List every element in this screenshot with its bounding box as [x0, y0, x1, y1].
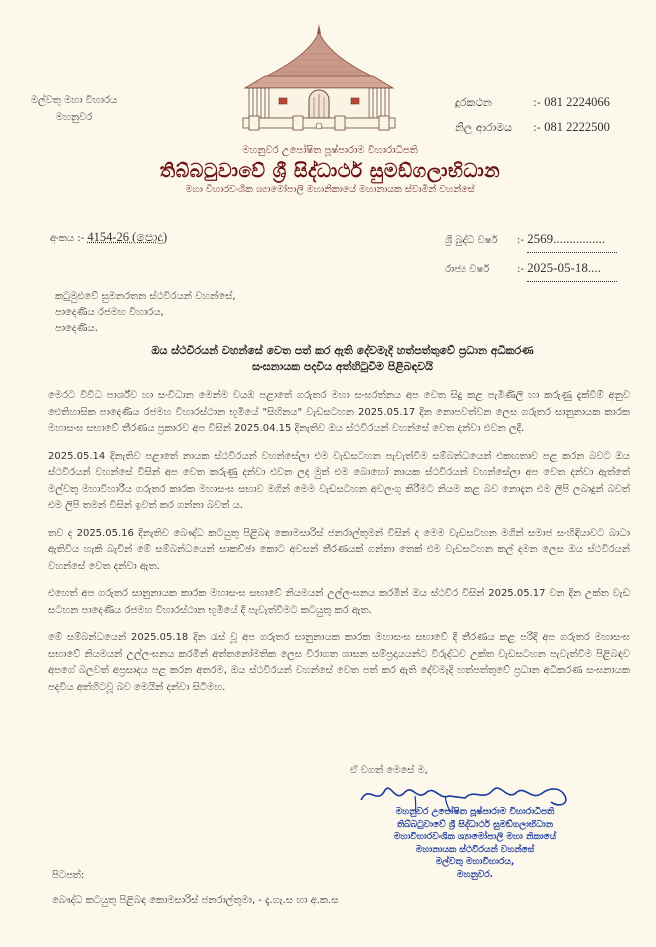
stamp-line: තිබ්බටුවාවේ ශ්‍රී සිද්ධාර්ථ සුමඞ්ගලාභිධාන [396, 819, 554, 830]
phone-numbers [455, 90, 610, 140]
letter-dates [445, 225, 617, 283]
body-paragraph: තව ද 2025.05.16 දිනැතිව බෞද්ධ කටයුතු පිළිබඳ කොමසාරිස් ජනරාල්තුමන් විසින් ද මෙම වැඩසටහන මගින් සමාජ සංහිඳියාවට බාධා ඇතිවිය හැකි බැවින් මේ සම්බන්ධයෙන් සාකච්ඡා කොට අවසන් තීරණයක් ගන්නා තෙක් එම වැඩසටහන කල් දමන ලෙස ඔය ස්ථවිරයන් වහන්සේ වෙත දන්වා ඇත. [48, 527, 630, 572]
letter-subject [50, 343, 635, 375]
official-stamp [355, 806, 595, 881]
stamp-line: මහනුවර උපෝෂිත පූෂ්පාරාම විහාරාධිපති [395, 807, 555, 817]
reference-label: අංකය [50, 233, 75, 244]
phone-value: 081 2224066 [544, 95, 610, 109]
phone-row [455, 90, 610, 115]
phone-separator: :- [533, 96, 541, 109]
body-paragraph: 2025.05.14 දිනැතිව පළාතේ නායක ස්ථවිරයන් වහන්සේලා එම වැඩසටහන පැවැත්වීම සම්බන්ධයෙන් එකඟතාව පළ කරන බවට ඔය ස්ථවිරයන් වහන්සේ විසින් අප වෙත කරුණු දන්වා එවන ලද මුත් එම බොහෝ නායක ස්ථවිරයන් වහන්සේලා අප වෙත දන්වා ඇත්තේ මල්වතු මහාවිහාරීය ගරුතර කාරක මහාසංඝ සභාව මගින් මෙම වැඩසටහන අවලංගු කිරීමට නියම කළ බව නොදැන එම ලිපි ලබාදුන් බවත් එම ලිපි තමන් විසින් ඉවත් කර ගන්නා බවත් ය. [48, 450, 630, 511]
reference-value: 4154-26 (පොදු) [87, 230, 168, 244]
date-separator: :- [517, 264, 524, 275]
closing-phrase: ඒ වගත් මෙසේ ම, [350, 765, 428, 776]
reference-separator: :- [77, 233, 85, 244]
recipient-line: පාදෙණිය රජමහ විහාරය, [55, 307, 164, 318]
copies-item: බෞද්ධ කටයුතු පිළිබඳ කොමසාරිස් ජනරාල්තුමා, - දැ.ගැ.ස හා අ.ක.ස [52, 895, 339, 906]
phone-separator: :- [533, 121, 541, 134]
date-label: රාජ්‍ය වර්ෂ [445, 264, 490, 275]
title-office: මහා විහාරවංශික ශ්‍යාමෝපාලි මහානිකායේ මහානායක ස්වාමීන් වහන්සේ [185, 184, 475, 195]
phone-row [455, 115, 610, 140]
recipient-address [55, 289, 235, 337]
letter-body [48, 388, 630, 707]
temple-address [14, 92, 134, 126]
stamp-line: මහානායක ස්ථවිරයන් වහන්සේ [415, 844, 535, 855]
recipient-line: පාදෙණිය. [55, 323, 98, 334]
temple-name: මල්වතු මහා විහාරය [30, 95, 118, 106]
date-value: 2569................ [527, 225, 617, 253]
stamp-line: මහාවිහාරවංශික ශ්‍යාමෝපාලි මහා නිකායේ [393, 832, 557, 842]
copies-title: පිටපත්: [52, 870, 85, 881]
letterhead-title [130, 143, 530, 197]
reference-number [50, 230, 167, 245]
date-row-gregorian [445, 254, 617, 283]
recipient-line: කටුමුළුවේ සුමනරතන ස්ථවිරයන් වහන්සේ, [55, 291, 236, 302]
phone-label: දූරකථන [455, 96, 492, 109]
body-paragraph: මේ සම්බන්ධයෙන් 2025.05.18 දින රැස් වූ අප ගරුතර සානුනායක කාරක මහාසංඝ සභාවේ දී තීරණය කළ පරිදි අප ගරුතර මහාසංඝ සභාවේ නියමයන් උල්ලංඝනය කරමින් අත්තනෝමතික ලෙස විරාගත ශාසන සම්ප්‍රදායයන්ට විරුද්ධව උක්ත වැඩසටහන පැවැත්වීම පිළිබඳව අපගේ බලවත් අප්‍රසාදය පළ කරන අතරම, ඔය ස්ථවිරයන් වහන්සේ වෙත පත් කර ඇති දේවමැදි හත්පත්තුවේ ප්‍රධාන අධිකරණ සංඝනායක පදවිය අත්හිටවූ බව මෙයින් දන්වා සිටිමහ. [48, 632, 630, 693]
date-value: 2025-05-18.... [527, 254, 617, 282]
stamp-line: මහනුවර. [456, 869, 494, 880]
subject-line: සංඝනායක පදවිය අත්හිටුවීම පිළිබඳවයි [252, 360, 433, 373]
title-subtitle: මහනුවර උපෝෂිත පූෂ්පාරාම විහාරාධිපති [242, 145, 418, 156]
title-name: තිබ්බටුවාවේ ශ්‍රී සිද්ධාර්ථ සුමඞ්ගලාභිධාන [159, 160, 501, 182]
temple-city: මහනුවර [55, 112, 93, 123]
date-separator: :- [517, 235, 524, 246]
phone-label: නිල ආරාමය [455, 121, 513, 134]
body-paragraph: එහෙත් අප ගරුතර සානුනායක කාරක මහාසංඝ සභාවේ නියමයන් උල්ලංඝනය කරමින් ඔය ස්ථවිර විසින් 2025.05.17 වන දින උක්ත වැඩ සටහන පාදෙණිය රජමහ විහාරස්ථාන භූමියේ දී පැවැත්වීමට කටයුතු කර ඇත. [48, 588, 630, 616]
subject-line: ඔය ස්ථවිරයන් වහන්සේ වෙත පත් කර ඇති දේවමැදි හත්පත්තුවේ ප්‍රධාන අධිකරණ [151, 344, 534, 357]
temple-logo-icon [235, 22, 403, 132]
date-row-buddhist [445, 225, 617, 254]
date-label: ශ්‍රී බුද්ධ වර්ෂ [445, 235, 498, 246]
stamp-line: මල්වතු මහාවිහාරය, [435, 857, 515, 867]
body-paragraph: මෙරට විවිධ පාර්ශ්ව හා සංවිධාන මෙන්ම වයඹ පළාතේ ගරුතර මහා සංඝරත්නය අප වෙත සිදු කළ පැමිණිලි හා කරුණු දැක්වීම් අනුව ඓතිහාසික පාදෙණිය රජමහ විහාරස්ථාන භූමියේ "සිහිනය" වැඩසටහන 2025.05.17 දින නොපවත්වන ලෙස ගරුතර සානුනායක කාරක මහාසංඝ සභාවේ තීරණය ප්‍රකාරව අප විසින් 2025.04.15 දිනැතිව ඔය ස්ථවිරයන් වහන්සේ වෙත දන්වා එවන ලදී. [48, 390, 630, 434]
phone-value: 081 2222500 [544, 120, 610, 134]
